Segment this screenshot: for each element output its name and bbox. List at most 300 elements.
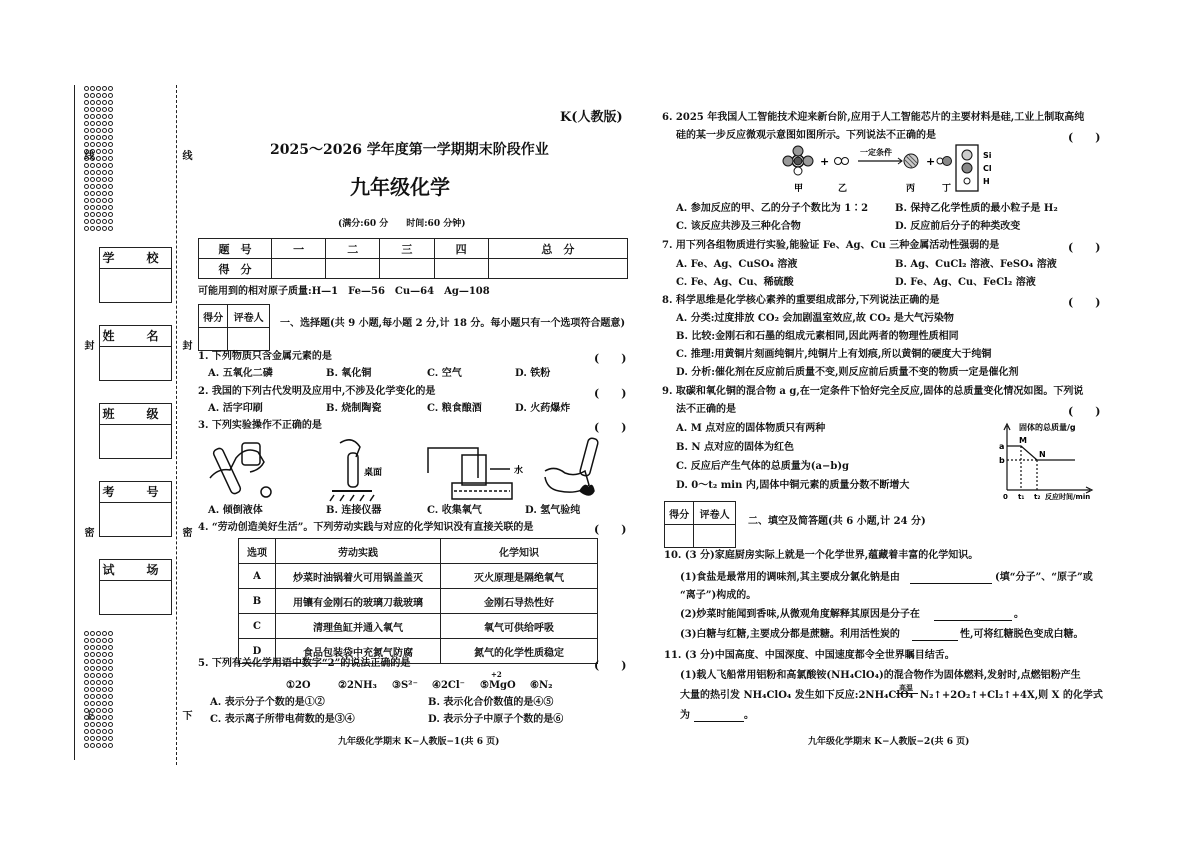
grader-score-cell[interactable] xyxy=(199,328,228,351)
q5-item: ④2Cl⁻ xyxy=(432,680,465,691)
q4-cell: 氮气的化学性质稳定 xyxy=(441,639,598,664)
q5-mgo-valence: +2 xyxy=(491,670,502,679)
q10-blank-2-period: 。 xyxy=(1014,609,1024,620)
binding-hole-icon xyxy=(108,219,113,224)
q1-stem: 1. 下列物质只含金属元素的是 xyxy=(198,351,332,362)
grader-reviewer-cell[interactable] xyxy=(694,525,736,548)
atomic-mass-line: 可能用到的相对原子质量:H—1 Fe—56 Cu—64 Ag—108 xyxy=(198,286,490,297)
q11-part1: (1)载人飞船常用铝粉和高氯酸铵(NH₄ClO₄)的混合物作为固体燃料,发射时,点燃铝粉产生 xyxy=(680,670,1081,681)
q6-answer-paren[interactable]: ( ) xyxy=(1068,131,1101,144)
q5-stem: 5. 下列有关化学用语中数字“2”的说法正确的是 xyxy=(198,658,411,669)
binding-hole-icon xyxy=(102,163,107,168)
q7-option: A. Fe、Ag、CuSO₄ 溶液 xyxy=(676,259,798,270)
binding-hole-icon xyxy=(102,128,107,133)
binding-hole-icon xyxy=(108,135,113,140)
binding-hole-icon xyxy=(84,652,89,657)
score-header-cell: 二 xyxy=(326,239,380,259)
pour-liquid-diagram xyxy=(210,443,271,497)
q6-stem-line2: 硅的某一步反应微观示意图如图所示。下列说法不正确的是 xyxy=(676,130,936,141)
q4-cell: A xyxy=(239,564,276,589)
binding-hole-icon xyxy=(108,93,113,98)
q4-stem: 4. “劳动创造美好生活”。下列劳动实践与对应的化学知识没有直接关联的是 xyxy=(198,522,534,533)
binding-hole-icon xyxy=(102,142,107,147)
binding-hole-icon xyxy=(108,673,113,678)
q10-blank-3[interactable] xyxy=(912,640,958,641)
binding-hole-icon xyxy=(102,107,107,112)
binding-hole-row xyxy=(79,99,117,106)
binding-hole-icon xyxy=(84,694,89,699)
binding-hole-icon xyxy=(84,701,89,706)
q7-option: B. Ag、CuCl₂ 溶液、FeSO₄ 溶液 xyxy=(895,259,1057,270)
binding-hole-icon xyxy=(84,198,89,203)
q6-option: B. 保持乙化学性质的最小粒子是 H₂ xyxy=(895,203,1058,214)
section1-heading: 一、选择题(共 9 小题,每小题 2 分,计 18 分。每小题只有一个选项符合题意) xyxy=(280,318,626,329)
q7-option: D. Fe、Ag、Cu、FeCl₂ 溶液 xyxy=(895,277,1036,288)
graph-tick-t2: t₂ xyxy=(1034,493,1041,500)
binding-hole-icon xyxy=(84,666,89,671)
binding-hole-icon xyxy=(108,100,113,105)
score-row-label: 得 分 xyxy=(199,259,272,279)
q1-answer-paren[interactable]: ( ) xyxy=(594,352,627,365)
binding-hole-icon xyxy=(102,149,107,154)
binding-hole-icon xyxy=(102,687,107,692)
binding-hole-icon xyxy=(108,205,113,210)
binding-hole-icon xyxy=(108,708,113,713)
binding-hole-icon xyxy=(108,184,113,189)
q11-condition: 高温 xyxy=(899,683,913,692)
binding-hole-icon xyxy=(90,729,95,734)
binding-hole-row xyxy=(79,211,117,218)
binding-hole-icon xyxy=(90,128,95,133)
q5-option: C. 表示离子所带电荷数的是③④ xyxy=(210,714,355,725)
q2-option: B. 烧制陶瓷 xyxy=(326,403,382,414)
binding-hole-icon xyxy=(108,156,113,161)
q3-option: C. 收集氧气 xyxy=(427,505,482,516)
score-input-cell[interactable] xyxy=(380,259,434,279)
q9-mass-graph xyxy=(995,420,1105,500)
q11-stem: 11. (3 分)中国高度、中国深度、中国速度都令全世界瞩目结舌。 xyxy=(664,650,955,661)
binding-mark-shang: 上 xyxy=(82,710,93,720)
q10-part2: (2)炒菜时能闻到香味,从微观角度解释其原因是分子在 xyxy=(680,609,920,620)
binding-hole-row xyxy=(79,134,117,141)
name-field[interactable]: 姓 名 xyxy=(99,325,172,381)
binding-hole-icon xyxy=(90,666,95,671)
binding-hole-icon xyxy=(84,638,89,643)
q4-cell: 氧气可供给呼吸 xyxy=(441,614,598,639)
binding-hole-icon xyxy=(102,680,107,685)
binding-hole-icon xyxy=(90,680,95,685)
binding-hole-icon xyxy=(90,100,95,105)
binding-hole-icon xyxy=(90,226,95,231)
binding-hole-icon xyxy=(108,142,113,147)
binding-hole-icon xyxy=(96,107,101,112)
binding-hole-icon xyxy=(108,659,113,664)
grader-reviewer-label: 评卷人 xyxy=(228,305,270,328)
binding-hole-icon xyxy=(102,205,107,210)
binding-hole-icon xyxy=(96,736,101,741)
molecule-bing-icon xyxy=(904,154,918,168)
binding-hole-icon xyxy=(102,212,107,217)
binding-hole-icon xyxy=(108,198,113,203)
binding-hole-icon xyxy=(102,156,107,161)
binding-hole-icon xyxy=(108,212,113,217)
label-bing: 丙 xyxy=(906,184,916,194)
edition-label: K(人教版) xyxy=(560,110,623,125)
binding-hole-row xyxy=(79,190,117,197)
binding-hole-row xyxy=(79,721,117,728)
binding-hole-icon xyxy=(96,156,101,161)
binding-hole-icon xyxy=(108,170,113,175)
binding-hole-icon xyxy=(102,198,107,203)
score-input-cell[interactable] xyxy=(326,259,380,279)
binding-hole-icon xyxy=(84,121,89,126)
binding-hole-icon xyxy=(90,198,95,203)
binding-hole-icon xyxy=(96,142,101,147)
binding-hole-icon xyxy=(102,135,107,140)
q8-option: A. 分类:过度排放 CO₂ 会加剧温室效应,故 CO₂ 是大气污染物 xyxy=(676,313,954,324)
binding-hole-icon xyxy=(90,135,95,140)
binding-hole-icon xyxy=(96,226,101,231)
q9-answer-paren[interactable]: ( ) xyxy=(1068,405,1101,418)
graph-tick-a: a xyxy=(999,442,1005,451)
binding-hole-icon xyxy=(102,184,107,189)
binding-mark-xian-right: 线 xyxy=(180,150,191,160)
molecule-yi-icon xyxy=(835,158,849,165)
binding-hole-row xyxy=(79,637,117,644)
score-input-cell[interactable] xyxy=(434,259,488,279)
binding-hole-row xyxy=(79,176,117,183)
q5-answer-paren[interactable]: ( ) xyxy=(594,659,627,672)
binding-mark-xia: 下 xyxy=(180,710,191,720)
binding-hole-icon xyxy=(84,163,89,168)
binding-hole-icon xyxy=(102,673,107,678)
binding-hole-icon xyxy=(96,86,101,91)
q1-option: D. 铁粉 xyxy=(515,368,551,379)
graph-point-m: M xyxy=(1019,436,1027,445)
grader-box-1 xyxy=(198,304,270,351)
score-input-cell[interactable] xyxy=(488,259,627,279)
exam-meta: (满分:60 分 时间:60 分钟) xyxy=(338,219,466,229)
binding-hole-icon xyxy=(102,715,107,720)
q3-label-table: 桌面 xyxy=(364,468,383,478)
binding-hole-icon xyxy=(84,226,89,231)
q3-answer-paren[interactable]: ( ) xyxy=(594,421,627,434)
binding-hole-row xyxy=(79,162,117,169)
graph-tick-0: 0 xyxy=(1003,493,1008,500)
q7-answer-paren[interactable]: ( ) xyxy=(1068,241,1101,254)
q3-option: D. 氢气验纯 xyxy=(525,505,581,516)
binding-hole-icon xyxy=(108,743,113,748)
school-field[interactable]: 学 校 xyxy=(99,247,172,303)
binding-hole-icon xyxy=(108,694,113,699)
binding-hole-row xyxy=(79,106,117,113)
hydrogen-test-diagram xyxy=(545,437,599,495)
binding-hole-icon xyxy=(96,100,101,105)
binding-hole-icon xyxy=(96,114,101,119)
collect-oxygen-diagram xyxy=(428,448,512,499)
q5-item: ①2O xyxy=(286,680,311,691)
graph-ylabel: 固体的总质量/g xyxy=(1019,423,1076,432)
binding-hole-icon xyxy=(96,652,101,657)
binding-hole-icon xyxy=(90,694,95,699)
binding-hole-icon xyxy=(90,107,95,112)
binding-mark-feng-right: 封 xyxy=(180,340,191,350)
exam-room-field[interactable]: 试 场 xyxy=(99,559,172,615)
binding-hole-icon xyxy=(108,715,113,720)
binding-hole-icon xyxy=(96,170,101,175)
binding-mark-mi-right: 密 xyxy=(180,527,191,537)
score-header-cell: 题 号 xyxy=(199,239,272,259)
q5-option: B. 表示化合价数值的是④⑤ xyxy=(428,697,554,708)
binding-hole-icon xyxy=(96,708,101,713)
grader-box-2 xyxy=(664,501,736,548)
q11-part2b: N₂↑+2O₂↑+Cl₂↑+4X,则 X 的化学式 xyxy=(920,690,1103,701)
binding-hole-icon xyxy=(108,631,113,636)
graph-tick-b: b xyxy=(999,456,1005,465)
q4-header: 化学知识 xyxy=(441,539,598,564)
binding-hole-icon xyxy=(84,170,89,175)
graph-point-n: N xyxy=(1039,450,1046,459)
binding-hole-row xyxy=(79,169,117,176)
binding-hole-icon xyxy=(102,722,107,727)
binding-hole-icon xyxy=(102,701,107,706)
binding-hole-icon xyxy=(108,149,113,154)
binding-hole-icon xyxy=(102,100,107,105)
q10-blank-1[interactable] xyxy=(910,583,992,584)
score-input-cell[interactable] xyxy=(272,259,326,279)
binding-hole-row xyxy=(79,679,117,686)
binding-hole-row xyxy=(79,644,117,651)
binding-hole-row xyxy=(79,728,117,735)
binding-hole-row xyxy=(79,218,117,225)
atom-legend xyxy=(956,145,978,191)
binding-hole-icon xyxy=(90,163,95,168)
binding-hole-icon xyxy=(108,107,113,112)
grader-reviewer-label: 评卷人 xyxy=(694,502,736,525)
q4-header: 选项 xyxy=(239,539,276,564)
binding-hole-icon xyxy=(84,219,89,224)
binding-hole-icon xyxy=(102,694,107,699)
binding-hole-icon xyxy=(96,659,101,664)
binding-holes-bottom xyxy=(79,630,117,749)
binding-hole-icon xyxy=(90,219,95,224)
q10-part1a: (1)食盐是最常用的调味剂,其主要成分氯化钠是由 xyxy=(680,572,900,583)
binding-hole-icon xyxy=(90,687,95,692)
binding-hole-icon xyxy=(96,722,101,727)
binding-hole-row xyxy=(79,197,117,204)
binding-hole-icon xyxy=(90,93,95,98)
q2-stem: 2. 我国的下列古代发明及应用中,不涉及化学变化的是 xyxy=(198,386,436,397)
binding-hole-icon xyxy=(102,659,107,664)
binding-hole-icon xyxy=(108,226,113,231)
binding-hole-icon xyxy=(84,673,89,678)
grader-score-cell[interactable] xyxy=(665,525,694,548)
footer-right: 九年级化学期末 K−人教版−2(共 6 页) xyxy=(808,737,970,747)
q2-answer-paren[interactable]: ( ) xyxy=(594,387,627,400)
binding-hole-icon xyxy=(96,191,101,196)
binding-hole-icon xyxy=(84,177,89,182)
binding-hole-icon xyxy=(90,184,95,189)
binding-hole-icon xyxy=(108,121,113,126)
q11-part2a: 大量的热引发 NH₄ClO₄ 发生如下反应:2NH₄ClO₄ xyxy=(680,690,914,701)
class-field[interactable]: 班 级 xyxy=(99,403,172,459)
binding-hole-icon xyxy=(84,128,89,133)
binding-hole-icon xyxy=(108,680,113,685)
binding-hole-icon xyxy=(102,219,107,224)
binding-hole-icon xyxy=(90,170,95,175)
binding-hole-icon xyxy=(84,659,89,664)
q1-option: B. 氧化铜 xyxy=(326,368,372,379)
binding-hole-icon xyxy=(84,114,89,119)
binding-hole-icon xyxy=(90,212,95,217)
binding-hole-icon xyxy=(102,743,107,748)
binding-hole-icon xyxy=(90,177,95,182)
binding-mark-xian-left: 线 xyxy=(82,150,93,160)
binding-hole-icon xyxy=(90,673,95,678)
q11-reaction-arrow xyxy=(896,693,918,694)
binding-hole-row xyxy=(79,120,117,127)
binding-hole-icon xyxy=(96,177,101,182)
binding-hole-icon xyxy=(96,219,101,224)
q5-option: D. 表示分子中原子个数的是⑥ xyxy=(428,714,564,725)
footer-left: 九年级化学期末 K−人教版−1(共 6 页) xyxy=(338,737,500,747)
q8-option: C. 推理:用黄铜片刻画纯铜片,纯铜片上有划痕,所以黄铜的硬度大于纯铜 xyxy=(676,349,992,360)
binding-hole-icon xyxy=(108,687,113,692)
binding-hole-icon xyxy=(108,128,113,133)
label-ding: 丁 xyxy=(942,184,952,194)
binding-hole-icon xyxy=(108,729,113,734)
binding-hole-icon xyxy=(84,729,89,734)
binding-hole-icon xyxy=(90,142,95,147)
q9-stem-line1: 9. 取碳和氧化铜的混合物 a g,在一定条件下恰好完全反应,固体的总质量变化情况如图。下列说 xyxy=(662,386,1084,397)
molecule-ding-icon xyxy=(937,157,952,166)
binding-hole-icon xyxy=(96,205,101,210)
binding-hole-icon xyxy=(90,121,95,126)
q6-reaction-diagram xyxy=(776,143,1016,195)
binding-hole-icon xyxy=(84,184,89,189)
binding-hole-icon xyxy=(84,631,89,636)
binding-hole-row xyxy=(79,92,117,99)
binding-line-inner xyxy=(176,85,177,765)
q4-cell: B xyxy=(239,589,276,614)
binding-hole-icon xyxy=(90,652,95,657)
binding-hole-icon xyxy=(84,86,89,91)
q11-blank[interactable] xyxy=(694,721,744,722)
binding-hole-icon xyxy=(108,177,113,182)
q1-option: A. 五氧化二磷 xyxy=(208,368,273,379)
binding-hole-icon xyxy=(108,638,113,643)
q8-answer-paren[interactable]: ( ) xyxy=(1068,296,1101,309)
q3-lab-diagrams xyxy=(200,433,610,503)
binding-hole-row xyxy=(79,141,117,148)
binding-hole-icon xyxy=(96,645,101,650)
binding-hole-row xyxy=(79,686,117,693)
q4-cell: C xyxy=(239,614,276,639)
binding-hole-icon xyxy=(108,86,113,91)
binding-hole-icon xyxy=(90,736,95,741)
binding-hole-icon xyxy=(90,205,95,210)
q4-answer-paren[interactable]: ( ) xyxy=(594,523,627,536)
binding-hole-icon xyxy=(102,645,107,650)
binding-hole-icon xyxy=(102,114,107,119)
binding-hole-icon xyxy=(84,736,89,741)
binding-hole-icon xyxy=(84,743,89,748)
svg-text:+: + xyxy=(926,155,936,168)
binding-hole-icon xyxy=(96,680,101,685)
q10-part1c: “离子”)构成的。 xyxy=(680,590,757,601)
binding-hole-icon xyxy=(96,729,101,734)
legend-h: H xyxy=(983,177,990,186)
q6-condition: 一定条件 xyxy=(860,148,892,157)
graph-xlabel: 反应时间/min xyxy=(1045,493,1091,500)
q10-part3a: (3)白糖与红糖,主要成分都是蔗糖。利用活性炭的 xyxy=(680,629,900,640)
binding-hole-icon xyxy=(96,149,101,154)
q11-part3: 为 xyxy=(680,710,690,721)
binding-hole-icon xyxy=(90,114,95,119)
binding-hole-icon xyxy=(90,638,95,643)
q2-option: A. 活字印刷 xyxy=(208,403,263,414)
binding-hole-icon xyxy=(90,743,95,748)
q10-blank-2[interactable] xyxy=(934,620,1012,621)
q10-part3b: 性,可将红糖脱色变成白糖。 xyxy=(960,629,1084,640)
binding-hole-icon xyxy=(96,198,101,203)
binding-hole-icon xyxy=(96,212,101,217)
binding-hole-icon xyxy=(96,184,101,189)
score-table xyxy=(198,238,628,279)
binding-hole-icon xyxy=(84,680,89,685)
binding-hole-icon xyxy=(84,107,89,112)
q2-option: C. 粮食酿酒 xyxy=(427,403,482,414)
label-jia: 甲 xyxy=(794,184,804,194)
binding-hole-icon xyxy=(102,736,107,741)
binding-hole-icon xyxy=(108,722,113,727)
binding-hole-icon xyxy=(96,715,101,720)
binding-hole-icon xyxy=(84,191,89,196)
binding-hole-icon xyxy=(84,722,89,727)
binding-hole-icon xyxy=(96,638,101,643)
binding-hole-icon xyxy=(102,170,107,175)
binding-mark-feng-left: 封 xyxy=(82,340,93,350)
binding-hole-icon xyxy=(90,86,95,91)
grader-reviewer-cell[interactable] xyxy=(228,328,270,351)
q3-option: B. 连接仪器 xyxy=(326,505,382,516)
q4-cell: 用镶有金刚石的玻璃刀裁玻璃 xyxy=(276,589,441,614)
binding-hole-icon xyxy=(102,177,107,182)
binding-hole-icon xyxy=(96,128,101,133)
score-header-cell: 三 xyxy=(380,239,434,259)
q6-option: C. 该反应共涉及三种化合物 xyxy=(676,221,801,232)
binding-hole-icon xyxy=(84,135,89,140)
legend-si: Si xyxy=(983,151,992,160)
binding-hole-icon xyxy=(102,652,107,657)
q4-cell: 炒菜时油锅着火可用锅盖盖灭 xyxy=(276,564,441,589)
binding-hole-icon xyxy=(90,659,95,664)
q5-item: ②2NH₃ xyxy=(338,680,377,691)
binding-hole-icon xyxy=(102,86,107,91)
binding-hole-icon xyxy=(96,687,101,692)
q9-stem-line2: 法不正确的是 xyxy=(676,404,736,415)
q1-option: C. 空气 xyxy=(427,368,462,379)
q2-option: D. 火药爆炸 xyxy=(515,403,571,414)
binding-hole-icon xyxy=(96,135,101,140)
q10-part1b: (填“分子”、“原子”或 xyxy=(995,572,1093,583)
binding-hole-row xyxy=(79,225,117,232)
grader-score-label: 得分 xyxy=(199,305,228,328)
binding-hole-icon xyxy=(84,645,89,650)
q10-stem: 10. (3 分)家庭厨房实际上就是一个化学世界,蕴藏着丰富的化学知识。 xyxy=(664,550,979,561)
exam-number-field[interactable]: 考 号 xyxy=(99,481,172,537)
binding-hole-icon xyxy=(108,666,113,671)
